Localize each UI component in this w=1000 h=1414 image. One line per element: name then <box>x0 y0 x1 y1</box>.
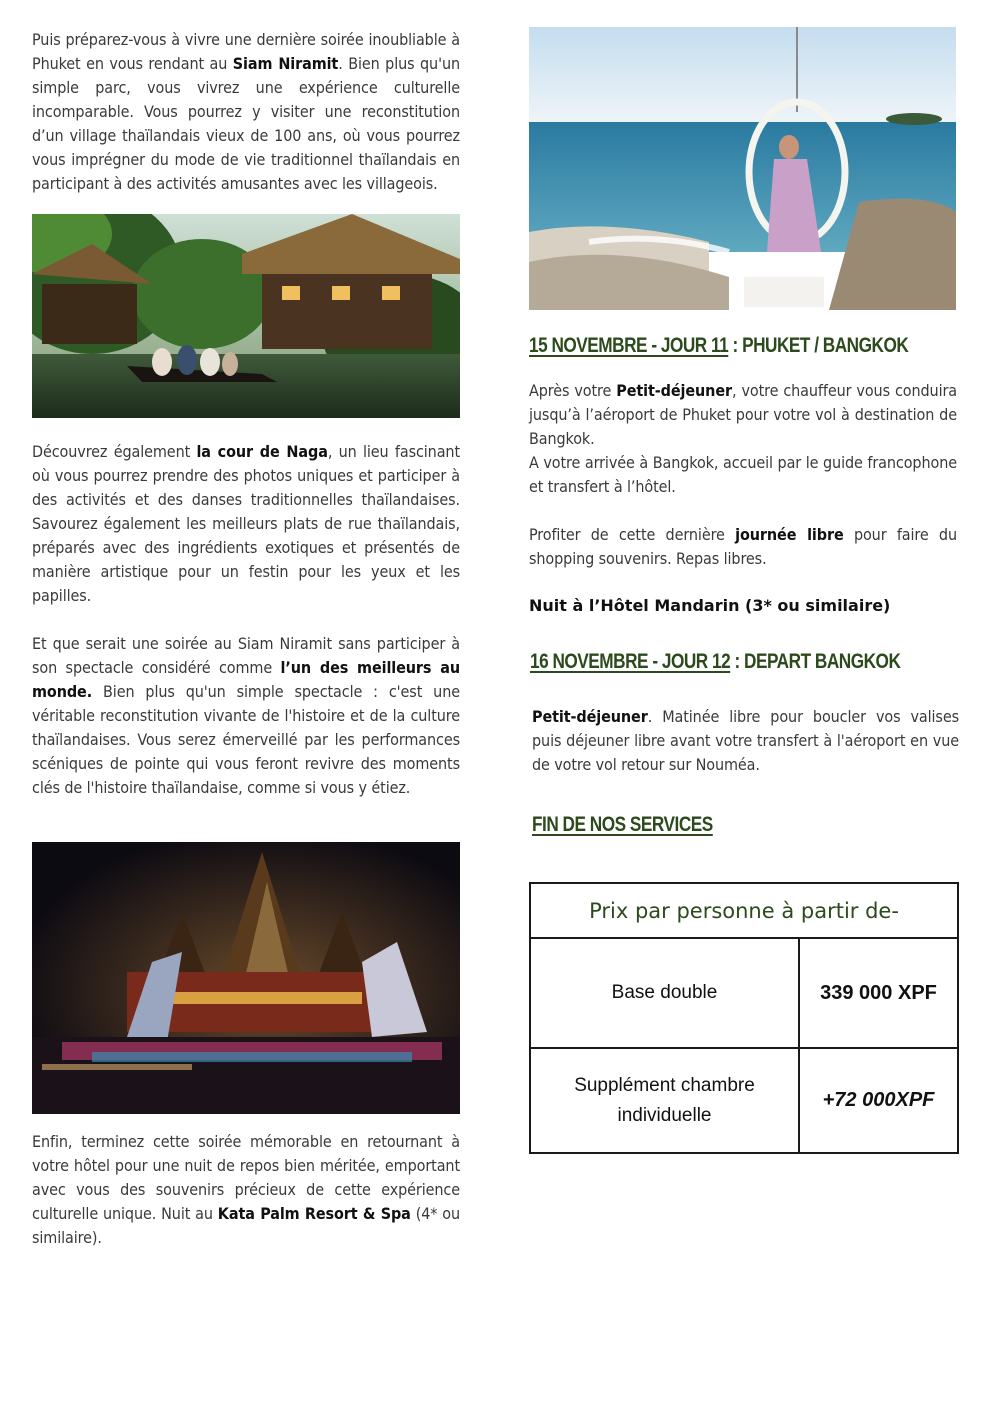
price-row-value: 339 000 XPF <box>799 938 958 1048</box>
left-paragraph-1: Puis préparez-vous à vivre une dernière soirée inoubliable à Phuket en vous rendant au Siam Niramit. Bien plus qu'un simple parc, vous vivrez une expérience culturelle incomparable. Vous pourrez y visiter une reconstitution d’un village thaïlandais vieux de 100 ans, où vous pourrez vous imprégner du mode de vie traditionnel thaïlandais en participant à des activités amusantes avec les villageois. <box>32 30 460 193</box>
day-11-heading: 15 NOVEMBRE - JOUR 11 : PHUKET / BANGKOK <box>529 334 909 357</box>
day-12-paragraph: Petit-déjeuner. Matinée libre pour boucler vos valises puis déjeuner libre avant votre transfert à l'aéroport en vue de votre vol retour sur Nouméa. <box>532 707 959 774</box>
stage-show-photo <box>32 842 460 1114</box>
beach-swing-photo <box>529 27 956 310</box>
left-paragraph-2: Découvrez également la cour de Naga, un lieu fascinant où vous pourrez prendre des photos uniques et participer à des activités et des danses traditionnelles thaïlandaises. Savourez également les meilleurs plats de rue thaïlandais, préparés avec des ingrédients exotiques et présentés de manière artistique pour un festin pour les yeux et les papilles. <box>32 442 460 605</box>
village-boat-photo <box>32 214 460 418</box>
price-table <box>529 882 959 1154</box>
day-12-heading: 16 NOVEMBRE - JOUR 12 : DEPART BANGKOK <box>530 650 901 673</box>
left-paragraph-4: Enfin, terminez cette soirée mémorable en retournant à votre hôtel pour une nuit de repos bien méritée, emportant avec vous des souvenirs précieux de cette expérience culturelle unique. Nuit au Kata Palm Resort & Spa (4* ou similaire). <box>32 1132 460 1247</box>
price-row <box>530 938 958 1048</box>
price-table-header: Prix par personne à partir de- <box>530 883 958 938</box>
price-row-label: Supplément chambre individuelle <box>530 1048 799 1153</box>
day-11-hotel-night: Nuit à l’Hôtel Mandarin (3* ou similaire) <box>529 596 891 615</box>
day-11-paragraph-1: Après votre Petit-déjeuner, votre chauffeur vous conduira jusqu’à l’aéroport de Phuket pour votre vol à destination de Bangkok. A votre arrivée à Bangkok, accueil par le guide francophone et transfert à l’hôtel. <box>529 379 957 499</box>
day-11-paragraph-3: Profiter de cette dernière journée libre pour faire du shopping souvenirs. Repas libres. <box>529 525 957 568</box>
price-row-label: Base double <box>530 938 799 1048</box>
left-paragraph-3: Et que serait une soirée au Siam Niramit sans participer à son spectacle considéré comme l’un des meilleurs au monde. Bien plus qu'un simple spectacle : c'est une véritable reconstitution vivante de l'histoire et de la culture thaïlandaises. Vous serez émerveillé par les performances scéniques de pointe qui vous feront revivre des moments clés de l'histoire thaïlandaise, comme si vous y étiez. <box>32 634 460 797</box>
price-row-value: +72 000XPF <box>799 1048 958 1153</box>
day-11-paragraph-2: A votre arrivée à Bangkok, accueil par le guide francophone et transfert à l’hôtel. <box>529 453 957 496</box>
end-of-services-heading: FIN DE NOS SERVICES <box>532 813 713 836</box>
price-row <box>530 1048 958 1153</box>
